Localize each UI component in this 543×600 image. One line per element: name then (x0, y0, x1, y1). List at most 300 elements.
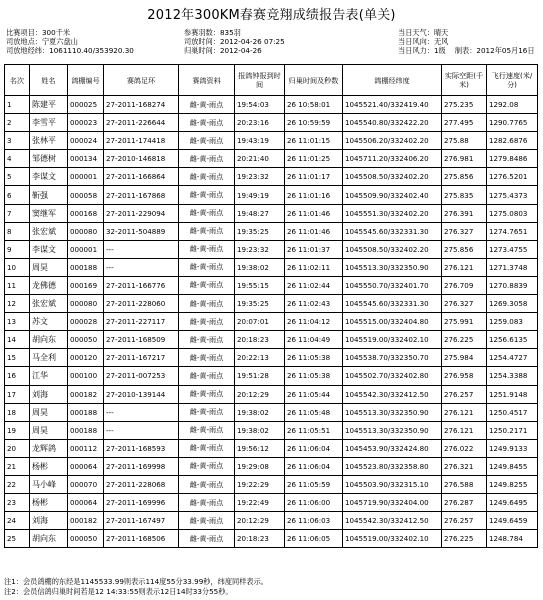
cell-rank: 4 (5, 150, 30, 168)
cell-rank: 15 (5, 349, 30, 367)
cell-arrival-time: 26 11:02:43 (285, 295, 343, 313)
cell-ring: 27-2011-168509 (104, 331, 179, 349)
cell-rank: 22 (5, 475, 30, 493)
cell-loft-id: 000080 (68, 295, 104, 313)
cell-loft-id: 000025 (68, 96, 104, 114)
cell-rank: 6 (5, 186, 30, 204)
cell-loft-id: 000001 (68, 168, 104, 186)
cell-loft-coord: 1045550.70/332401.70 (343, 276, 442, 294)
cell-speed: 1249.8455 (487, 457, 538, 475)
cell-loft-id: 000064 (68, 457, 104, 475)
cell-name: 胡向东 (30, 331, 68, 349)
table-row (5, 258, 538, 276)
cell-name: 刘海 (30, 512, 68, 530)
col-coord-header: 鸽棚经纬度 (343, 65, 442, 96)
cell-arrival-time: 26 11:01:46 (285, 222, 343, 240)
cell-distance: 275.88 (442, 132, 487, 150)
cell-loft-coord: 1045711.20/332406.20 (343, 150, 442, 168)
col-clock-time-header: 报鸽钟报到时间 (235, 65, 285, 96)
cell-ring: 27-2011-166864 (104, 168, 179, 186)
cell-arrival-time: 26 11:05:44 (285, 385, 343, 403)
cell-speed: 1251.9148 (487, 385, 538, 403)
cell-distance: 275.984 (442, 349, 487, 367)
cell-ring: 27-2011-174418 (104, 132, 179, 150)
cell-pigeon-info: 雌-黄-雨点 (179, 168, 235, 186)
cell-rank: 7 (5, 204, 30, 222)
cell-loft-id: 000070 (68, 475, 104, 493)
cell-rank: 24 (5, 512, 30, 530)
cell-name: 张宏斌 (30, 222, 68, 240)
cell-ring: --- (104, 403, 179, 421)
cell-distance: 276.257 (442, 385, 487, 403)
cell-clock-time: 19:35:25 (235, 295, 285, 313)
cell-loft-id: 000168 (68, 204, 104, 222)
cell-speed: 1269.3058 (487, 295, 538, 313)
cell-loft-id: 000080 (68, 222, 104, 240)
cell-arrival-time: 26 11:02:44 (285, 276, 343, 294)
cell-speed: 1259.083 (487, 313, 538, 331)
table-row (5, 475, 538, 493)
cell-distance: 276.958 (442, 367, 487, 385)
cell-loft-coord: 1045503.90/332315.10 (343, 475, 442, 493)
cell-arrival-time: 26 11:06:04 (285, 439, 343, 457)
cell-ring: 27-2011-228060 (104, 295, 179, 313)
table-row (5, 222, 538, 240)
table-row (5, 114, 538, 132)
cell-clock-time: 20:21:40 (235, 150, 285, 168)
cell-name: 苏文 (30, 313, 68, 331)
cell-rank: 25 (5, 530, 30, 548)
meta-release-place: 司放地点：宁夏六盘山 (6, 37, 78, 46)
cell-loft-coord: 1045519.00/332402.10 (343, 331, 442, 349)
cell-loft-id: 000112 (68, 439, 104, 457)
cell-arrival-time: 26 11:04:49 (285, 331, 343, 349)
cell-clock-time: 19:23:32 (235, 168, 285, 186)
cell-loft-coord: 1045545.60/332331.30 (343, 295, 442, 313)
cell-speed: 1249.9133 (487, 439, 538, 457)
cell-ring: 27-2011-167497 (104, 512, 179, 530)
cell-speed: 1275.0803 (487, 204, 538, 222)
cell-loft-coord: 1045540.80/332422.20 (343, 114, 442, 132)
cell-rank: 10 (5, 258, 30, 276)
cell-ring: 27-2011-228068 (104, 475, 179, 493)
cell-distance: 276.121 (442, 258, 487, 276)
cell-name: 杨彬 (30, 457, 68, 475)
cell-clock-time: 19:38:02 (235, 403, 285, 421)
meta-right (398, 28, 535, 55)
cell-loft-coord: 1045502.70/332402.80 (343, 367, 442, 385)
cell-loft-coord: 1045508.50/332402.20 (343, 240, 442, 258)
cell-pigeon-info: 雌-黄-雨点 (179, 457, 235, 475)
cell-rank: 12 (5, 295, 30, 313)
cell-arrival-time: 26 11:05:48 (285, 403, 343, 421)
cell-name: 龙辉鸽 (30, 439, 68, 457)
cell-arrival-time: 26 11:06:03 (285, 512, 343, 530)
cell-pigeon-info: 雌-黄-雨点 (179, 204, 235, 222)
cell-pigeon-info: 雌-黄-雨点 (179, 150, 235, 168)
cell-loft-id: 000120 (68, 349, 104, 367)
cell-ring: 27-2011-167217 (104, 349, 179, 367)
cell-clock-time: 19:56:12 (235, 439, 285, 457)
cell-loft-coord: 1045513.30/332350.90 (343, 421, 442, 439)
cell-pigeon-info: 雌-黄-雨点 (179, 186, 235, 204)
cell-name: 周昊 (30, 258, 68, 276)
table-row (5, 168, 538, 186)
cell-pigeon-info: 雌-黄-雨点 (179, 349, 235, 367)
cell-arrival-time: 26 10:59:59 (285, 114, 343, 132)
col-distance-header: 实际空距(千米) (442, 65, 487, 96)
cell-arrival-time: 26 11:05:38 (285, 349, 343, 367)
cell-distance: 276.327 (442, 295, 487, 313)
meta-wind-force: 当日风力：1级 制表：2012年05月16日 (398, 46, 535, 55)
cell-distance: 276.287 (442, 494, 487, 512)
cell-arrival-time: 26 11:02:11 (285, 258, 343, 276)
table-row (5, 313, 538, 331)
cell-speed: 1282.6876 (487, 132, 538, 150)
cell-clock-time: 19:22:29 (235, 475, 285, 493)
cell-arrival-time: 26 11:01:37 (285, 240, 343, 258)
cell-loft-coord: 1045521.40/332419.40 (343, 96, 442, 114)
cell-arrival-time: 26 11:05:38 (285, 367, 343, 385)
meta-made-date: 制表：2012年05月16日 (454, 46, 535, 55)
cell-speed: 1290.7765 (487, 114, 538, 132)
cell-speed: 1256.6135 (487, 331, 538, 349)
cell-name: 张林平 (30, 132, 68, 150)
cell-pigeon-info: 雌-黄-雨点 (179, 439, 235, 457)
cell-pigeon-info: 雌-黄-雨点 (179, 530, 235, 548)
cell-speed: 1271.3748 (487, 258, 538, 276)
cell-name: 陈建平 (30, 96, 68, 114)
col-loft-header: 鸽棚编号 (68, 65, 104, 96)
table-row (5, 132, 538, 150)
cell-clock-time: 19:54:03 (235, 96, 285, 114)
cell-pigeon-info: 雌-黄-雨点 (179, 276, 235, 294)
cell-loft-coord: 1045551.30/332402.20 (343, 204, 442, 222)
cell-rank: 14 (5, 331, 30, 349)
cell-rank: 9 (5, 240, 30, 258)
table-row (5, 385, 538, 403)
cell-speed: 1275.4373 (487, 186, 538, 204)
cell-rank: 20 (5, 439, 30, 457)
cell-pigeon-info: 雌-黄-雨点 (179, 114, 235, 132)
cell-speed: 1270.8839 (487, 276, 538, 294)
cell-loft-id: 000050 (68, 331, 104, 349)
cell-loft-coord: 1045513.30/332350.90 (343, 258, 442, 276)
cell-name: 江华 (30, 367, 68, 385)
cell-arrival-time: 26 10:58:01 (285, 96, 343, 114)
cell-speed: 1249.6495 (487, 494, 538, 512)
meta-release-time: 司放时间：2012-04-26 07:25 (184, 37, 285, 46)
cell-rank: 1 (5, 96, 30, 114)
meta-left (6, 28, 134, 55)
results-table-body (5, 96, 538, 548)
cell-loft-coord: 1045542.30/332412.50 (343, 512, 442, 530)
cell-rank: 3 (5, 132, 30, 150)
cell-distance: 275.856 (442, 168, 487, 186)
cell-pigeon-info: 雌-黄-雨点 (179, 222, 235, 240)
cell-ring: 27-2010-146818 (104, 150, 179, 168)
cell-pigeon-info: 雌-黄-雨点 (179, 313, 235, 331)
cell-name: 张宏斌 (30, 295, 68, 313)
table-row (5, 530, 538, 548)
cell-loft-coord: 1045515.00/332404.80 (343, 313, 442, 331)
cell-loft-coord: 1045545.60/332331.30 (343, 222, 442, 240)
cell-speed: 1254.4727 (487, 349, 538, 367)
table-row (5, 421, 538, 439)
cell-loft-id: 000188 (68, 258, 104, 276)
cell-loft-id: 000024 (68, 132, 104, 150)
cell-arrival-time: 26 11:01:16 (285, 186, 343, 204)
meta-release-coord: 司放地经纬：1061110.40/353920.30 (6, 46, 134, 55)
cell-pigeon-info: 雌-黄-雨点 (179, 367, 235, 385)
cell-ring: 27-2011-168593 (104, 439, 179, 457)
cell-speed: 1249.6459 (487, 512, 538, 530)
cell-loft-coord: 1045538.70/332350.70 (343, 349, 442, 367)
cell-loft-id: 000023 (68, 114, 104, 132)
cell-distance: 276.121 (442, 403, 487, 421)
cell-loft-id: 000134 (68, 150, 104, 168)
cell-loft-coord: 1045509.90/332402.40 (343, 186, 442, 204)
cell-rank: 13 (5, 313, 30, 331)
cell-clock-time: 19:38:02 (235, 421, 285, 439)
cell-loft-coord: 1045523.80/332358.80 (343, 457, 442, 475)
cell-distance: 276.022 (442, 439, 487, 457)
col-speed-header: 飞行速度(米/分) (487, 65, 538, 96)
cell-distance: 275.835 (442, 186, 487, 204)
cell-rank: 18 (5, 403, 30, 421)
cell-clock-time: 20:07:01 (235, 313, 285, 331)
cell-pigeon-info: 雌-黄-雨点 (179, 295, 235, 313)
cell-pigeon-info: 雌-黄-雨点 (179, 240, 235, 258)
cell-pigeon-info: 雌-黄-雨点 (179, 475, 235, 493)
cell-ring: 27-2011-167868 (104, 186, 179, 204)
table-row (5, 276, 538, 294)
cell-distance: 276.327 (442, 222, 487, 240)
cell-name: 李谋文 (30, 240, 68, 258)
table-row (5, 494, 538, 512)
cell-speed: 1292.08 (487, 96, 538, 114)
table-row (5, 439, 538, 457)
cell-distance: 275.856 (442, 240, 487, 258)
cell-arrival-time: 26 11:06:00 (285, 494, 343, 512)
cell-name: 靳强 (30, 186, 68, 204)
meta-middle (184, 28, 285, 55)
cell-clock-time: 19:55:15 (235, 276, 285, 294)
cell-clock-time: 20:12:29 (235, 385, 285, 403)
cell-clock-time: 20:12:29 (235, 512, 285, 530)
meta-entries: 参赛羽数：835羽 (184, 28, 241, 37)
cell-speed: 1248.784 (487, 530, 538, 548)
cell-distance: 276.709 (442, 276, 487, 294)
footnotes (4, 577, 268, 596)
cell-arrival-time: 26 11:01:46 (285, 204, 343, 222)
cell-distance: 276.257 (442, 512, 487, 530)
cell-ring: --- (104, 421, 179, 439)
table-row (5, 403, 538, 421)
cell-speed: 1274.7651 (487, 222, 538, 240)
cell-arrival-time: 26 11:01:15 (285, 132, 343, 150)
cell-name: 马小峰 (30, 475, 68, 493)
cell-pigeon-info: 雌-黄-雨点 (179, 512, 235, 530)
cell-rank: 5 (5, 168, 30, 186)
cell-arrival-time: 26 11:04:12 (285, 313, 343, 331)
col-arrival-header: 归巢时间及秒数 (285, 65, 343, 96)
cell-distance: 275.991 (442, 313, 487, 331)
cell-pigeon-info: 雌-黄-雨点 (179, 96, 235, 114)
cell-ring: --- (104, 240, 179, 258)
table-row (5, 457, 538, 475)
cell-clock-time: 19:38:02 (235, 258, 285, 276)
cell-name: 李谋文 (30, 168, 68, 186)
meta-weather: 当日天气：晴天 (398, 28, 449, 37)
table-row (5, 240, 538, 258)
cell-clock-time: 19:23:32 (235, 240, 285, 258)
cell-loft-id: 000100 (68, 367, 104, 385)
cell-ring: 27-2011-007253 (104, 367, 179, 385)
cell-rank: 17 (5, 385, 30, 403)
cell-clock-time: 19:51:28 (235, 367, 285, 385)
table-row (5, 150, 538, 168)
cell-loft-id: 000001 (68, 240, 104, 258)
table-row (5, 349, 538, 367)
cell-pigeon-info: 雌-黄-雨点 (179, 385, 235, 403)
cell-loft-id: 000188 (68, 421, 104, 439)
cell-pigeon-info: 雌-黄-雨点 (179, 403, 235, 421)
cell-loft-coord: 1045519.00/332402.10 (343, 530, 442, 548)
table-header-row (5, 65, 538, 96)
cell-name: 龙佛德 (30, 276, 68, 294)
cell-arrival-time: 26 11:06:04 (285, 457, 343, 475)
cell-ring: 27-2010-139144 (104, 385, 179, 403)
cell-loft-id: 000182 (68, 512, 104, 530)
cell-ring: 27-2011-169998 (104, 457, 179, 475)
cell-loft-id: 000064 (68, 494, 104, 512)
cell-ring: 27-2011-166776 (104, 276, 179, 294)
meta-return-time: 归巢时间：2012-04-26 (184, 46, 262, 55)
table-row (5, 96, 538, 114)
cell-clock-time: 19:49:19 (235, 186, 285, 204)
cell-speed: 1250.4517 (487, 403, 538, 421)
cell-arrival-time: 26 11:01:17 (285, 168, 343, 186)
cell-rank: 2 (5, 114, 30, 132)
cell-ring: --- (104, 258, 179, 276)
cell-ring: 27-2011-229094 (104, 204, 179, 222)
cell-distance: 277.495 (442, 114, 487, 132)
cell-distance: 276.321 (442, 457, 487, 475)
cell-name: 马全利 (30, 349, 68, 367)
report-title: 2012年300KM春赛竞翔成绩报告表(单关) (147, 8, 396, 23)
cell-ring: 27-2011-168506 (104, 530, 179, 548)
cell-rank: 21 (5, 457, 30, 475)
cell-distance: 275.235 (442, 96, 487, 114)
cell-speed: 1276.5201 (487, 168, 538, 186)
cell-loft-coord: 1045506.20/332402.20 (343, 132, 442, 150)
meta-race-project: 比赛项目：300千米 (6, 28, 71, 37)
col-ring-header: 赛鸽足环 (104, 65, 179, 96)
cell-clock-time: 19:48:27 (235, 204, 285, 222)
cell-loft-id: 000058 (68, 186, 104, 204)
cell-rank: 8 (5, 222, 30, 240)
cell-clock-time: 20:23:16 (235, 114, 285, 132)
cell-ring: 27-2011-169996 (104, 494, 179, 512)
cell-name: 窦继军 (30, 204, 68, 222)
col-rank-header: 名次 (5, 65, 30, 96)
table-row (5, 331, 538, 349)
cell-loft-coord: 1045513.30/332350.90 (343, 403, 442, 421)
cell-ring: 27-2011-168274 (104, 96, 179, 114)
cell-loft-coord: 1045542.30/332412.50 (343, 385, 442, 403)
cell-ring: 27-2011-226644 (104, 114, 179, 132)
cell-loft-coord: 1045719.90/332404.00 (343, 494, 442, 512)
cell-pigeon-info: 雌-黄-雨点 (179, 421, 235, 439)
cell-distance: 276.225 (442, 530, 487, 548)
table-row (5, 367, 538, 385)
table-row (5, 204, 538, 222)
cell-distance: 276.121 (442, 421, 487, 439)
cell-name: 李雪平 (30, 114, 68, 132)
cell-pigeon-info: 雌-黄-雨点 (179, 258, 235, 276)
cell-rank: 16 (5, 367, 30, 385)
col-name-header: 姓名 (30, 65, 68, 96)
cell-speed: 1254.3388 (487, 367, 538, 385)
cell-speed: 1273.4755 (487, 240, 538, 258)
results-table (4, 64, 538, 548)
cell-clock-time: 19:29:08 (235, 457, 285, 475)
cell-ring: 27-2011-227117 (104, 313, 179, 331)
cell-name: 邹德树 (30, 150, 68, 168)
cell-clock-time: 20:22:13 (235, 349, 285, 367)
cell-speed: 1249.8255 (487, 475, 538, 493)
cell-distance: 276.981 (442, 150, 487, 168)
cell-arrival-time: 26 11:05:51 (285, 421, 343, 439)
cell-loft-id: 000182 (68, 385, 104, 403)
cell-arrival-time: 26 11:01:25 (285, 150, 343, 168)
cell-loft-coord: 1045508.50/332402.20 (343, 168, 442, 186)
cell-loft-id: 000169 (68, 276, 104, 294)
cell-arrival-time: 26 11:06:05 (285, 530, 343, 548)
cell-clock-time: 19:43:19 (235, 132, 285, 150)
table-row (5, 186, 538, 204)
cell-pigeon-info: 雌-黄-雨点 (179, 494, 235, 512)
cell-clock-time: 20:18:23 (235, 331, 285, 349)
cell-clock-time: 20:18:23 (235, 530, 285, 548)
cell-rank: 11 (5, 276, 30, 294)
cell-arrival-time: 26 11:05:59 (285, 475, 343, 493)
cell-loft-id: 000028 (68, 313, 104, 331)
footnote-2: 注2：会员信鸽归巢时间若是12 14:33:55则表示12日14时33分55秒。 (4, 586, 233, 596)
cell-pigeon-info: 雌-黄-雨点 (179, 331, 235, 349)
cell-clock-time: 19:35:25 (235, 222, 285, 240)
cell-rank: 23 (5, 494, 30, 512)
cell-loft-id: 000050 (68, 530, 104, 548)
cell-name: 胡向东 (30, 530, 68, 548)
cell-rank: 19 (5, 421, 30, 439)
cell-ring: 32-2011-504889 (104, 222, 179, 240)
cell-distance: 276.588 (442, 475, 487, 493)
cell-pigeon-info: 雌-黄-雨点 (179, 132, 235, 150)
table-row (5, 512, 538, 530)
col-pigeon-info-header: 赛鸽资料 (179, 65, 235, 96)
footnote-1: 注1：会员鸽棚的东经是1145533.99则表示114度55分33.99秒，纬度同样表示。 (4, 577, 268, 586)
cell-loft-coord: 1045453.90/332424.80 (343, 439, 442, 457)
cell-speed: 1250.2171 (487, 421, 538, 439)
cell-clock-time: 19:22:49 (235, 494, 285, 512)
cell-distance: 276.391 (442, 204, 487, 222)
cell-name: 杨彬 (30, 494, 68, 512)
cell-speed: 1279.8486 (487, 150, 538, 168)
cell-loft-id: 000188 (68, 403, 104, 421)
cell-name: 刘海 (30, 385, 68, 403)
